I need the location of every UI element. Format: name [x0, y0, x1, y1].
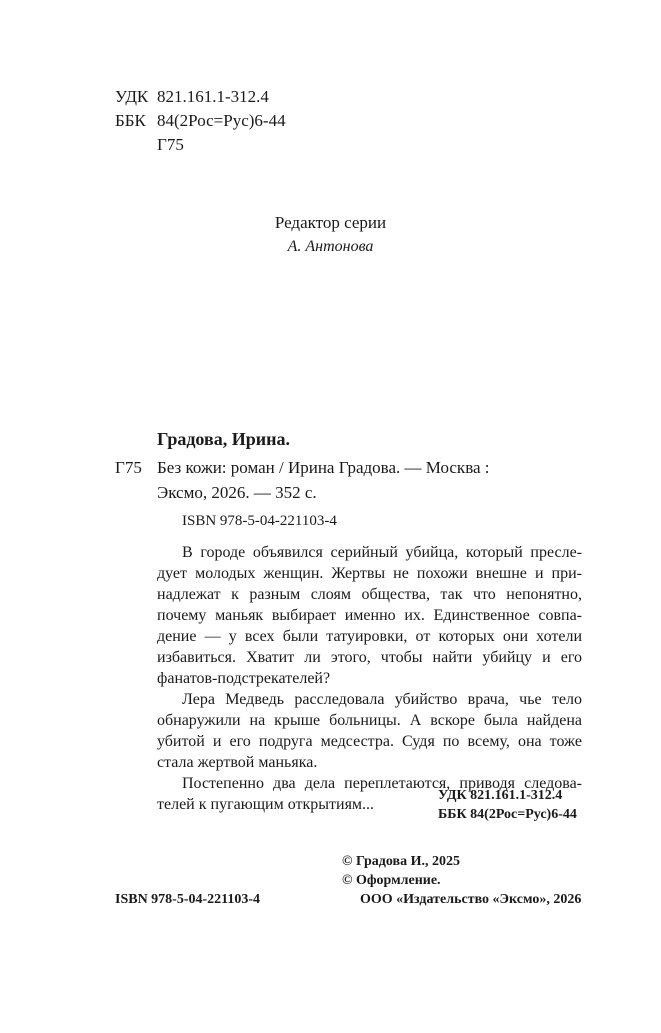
- annotation: [157, 542, 582, 815]
- title-line-2: Эксмо, 2026. — 352 с.: [157, 483, 317, 502]
- udk-value: 821.161.1-312.4: [157, 87, 269, 106]
- bottom-bbk: ББК 84(2Рос=Рус)6-44: [438, 807, 577, 822]
- bbk-line: [115, 109, 286, 133]
- annotation-paragraph-1: В городе объявился серийный убийца, который преследует молодых женщин. Жертвы не похожи внешне и принадлежат к разным слоям общества, так что непонятно, почему маньяк выбирает именно их. Единственное совпадение — у всех были татуировки, от которых они хотели избавиться. Хватит ли этого, чтобы найти убийцу и его фанатов-подстрекателей?: [157, 544, 582, 687]
- author-mark: Г75: [115, 458, 142, 477]
- copyright-publisher: ООО «Издательство «Эксмо», 2026: [360, 892, 582, 907]
- bbk-value: 84(2Рос=Рус)6-44: [157, 111, 286, 130]
- bbk-label: ББК: [115, 111, 146, 130]
- title-line-1: Без кожи: роман / Ирина Градова. — Москва :: [157, 458, 490, 477]
- author-mark-top: Г75: [157, 135, 184, 154]
- annotation-paragraph-2: Лера Медведь расследовала убийство врача, чье тело обнаружили на крыше больницы. А вскоре была найдена убитой и его подруга медсестра. Судя по всему, она тоже стала жертвой маньяка.: [157, 691, 582, 771]
- udk-line: [115, 85, 269, 109]
- series-editor-name: А. Антонова: [287, 238, 374, 255]
- bottom-isbn: ISBN 978-5-04-221103-4: [115, 892, 261, 907]
- series-editor-label: Редактор серии: [274, 213, 387, 232]
- udk-label: УДК: [115, 87, 149, 106]
- copyright-design: © Оформление.: [342, 873, 441, 888]
- bottom-udk: УДК 821.161.1-312.4: [438, 788, 563, 803]
- entry-isbn: ISBN 978-5-04-221103-4: [182, 513, 337, 529]
- author-heading: Градова, Ирина.: [157, 429, 290, 449]
- annotation-paragraph-3: Постепенно два дела переплетаются, приводя следователей к пугающим открытиям...: [157, 775, 582, 813]
- copyright-author: © Градова И., 2025: [342, 854, 460, 869]
